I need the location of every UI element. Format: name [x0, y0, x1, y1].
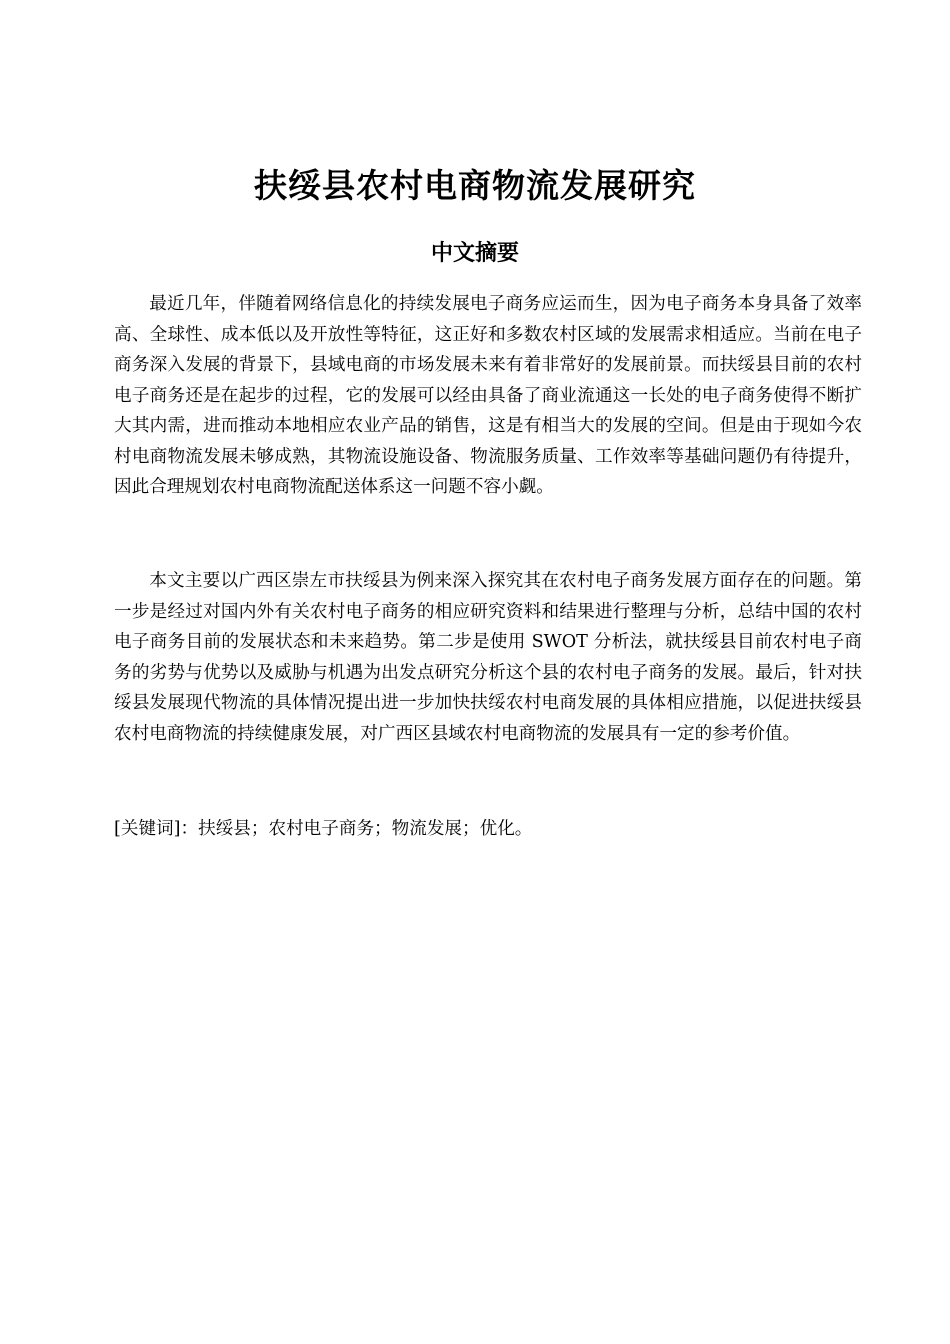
abstract-heading: 中文摘要 — [430, 241, 519, 266]
keywords-line: [关键词]：扶绥县；农村电子商务；物流发展；优化。 — [114, 819, 533, 839]
abstract-paragraph-1: 最近几年，伴随着网络信息化的持续发展电子商务应运而生，因为电子商务本身具备了效率高、全球性、成本低以及开放性等特征，这正好和多数农村区域的发展需求相适应。当前在电子商务深入发展的背景下，县域电商的市场发展未来有着非常好的发展前景。而扶绥县目前的农村电子商务还是在起步的过程，它的发展可以经由具备了商业流通这一长处的电子商务使得不断扩大其内需，进而推动本地相应农业产品的销售，这是有相当大的发展的空间。但是由于现如今农村电商物流发展未够成熟，其物流设施设备、物流服务质量、工作效率等基础问题仍有待提升，因此合理规划农村电商物流配送体系这一问题不容小觑。 — [114, 294, 862, 497]
abstract-paragraph-2: 本文主要以广西区崇左市扶绥县为例来深入探究其在农村电子商务发展方面存在的问题。第一步是经过对国内外有关农村电子商务的相应研究资料和结果进行整理与分析，总结中国的农村电子商务目前的发展状态和未来趋势。第二步是使用 SWOT 分析法，就扶绥县目前农村电子商务的劣势与优势以及威胁与机遇为出发点研究分析这个县的农村电子商务的发展。最后，针对扶绥县发展现代物流的具体情况提出进一步加快扶绥农村电商发展的具体相应措施，以促进扶绥县农村电商物流的持续健康发展，对广西区县域农村电商物流的发展具有一定的参考价值。 — [114, 571, 862, 744]
paper-title: 扶绥县农村电商物流发展研究 — [254, 166, 696, 205]
